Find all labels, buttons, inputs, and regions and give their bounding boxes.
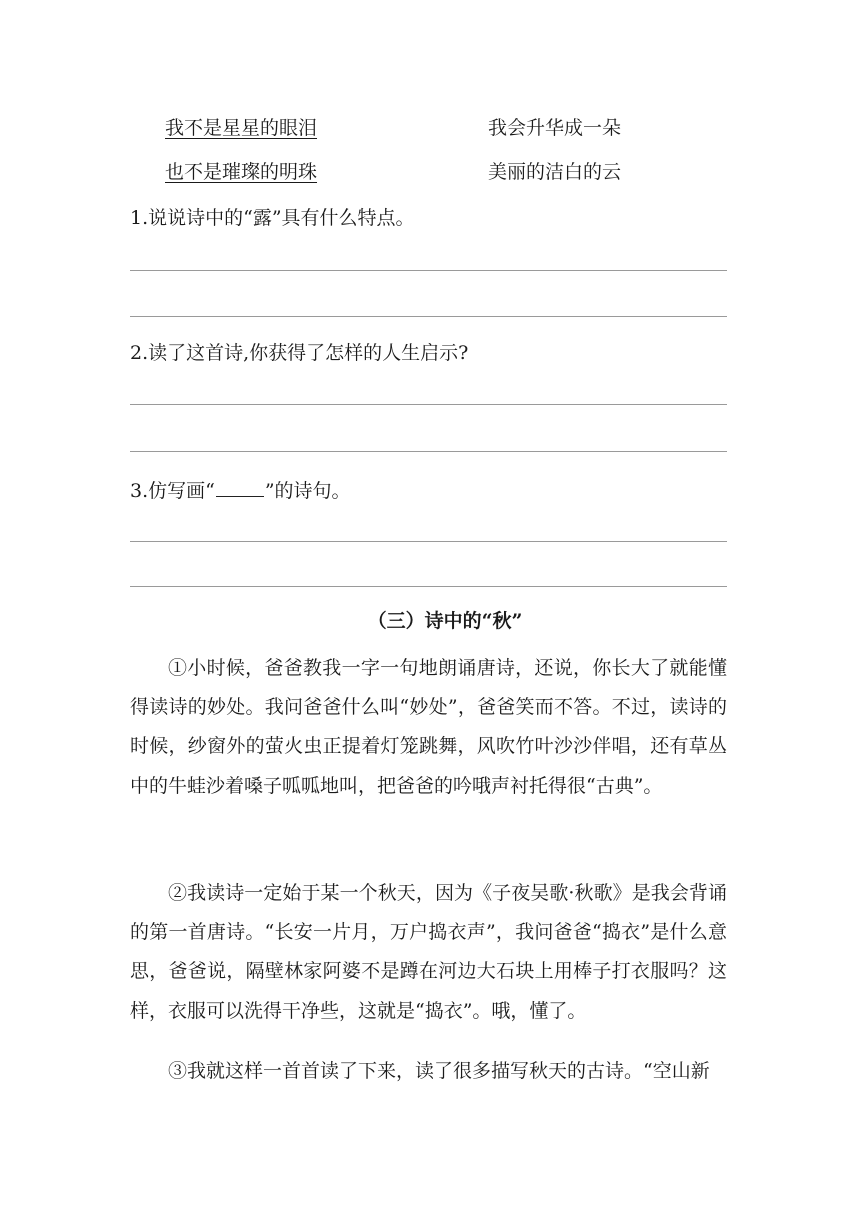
answer-line[interactable] <box>130 541 727 542</box>
poem-line: 我会升华成一朵 <box>488 117 622 139</box>
question-3-prefix: 3.仿写画“ <box>130 480 215 502</box>
poem-line-underlined: 我不是星星的眼泪 <box>165 117 318 139</box>
answer-line[interactable] <box>130 404 727 405</box>
question-3 <box>130 478 351 503</box>
answer-line[interactable] <box>130 270 727 271</box>
paragraph-2: ②我读诗一定始于某一个秋天，因为《子夜吴歌·秋歌》是我会背诵的第一首唐诗。“长安一片月，万户捣衣声”，我问爸爸“捣衣”是什么意思，爸爸说，隔壁林家阿婆不是蹲在河边大石块上用棒子打衣服吗？这样，衣服可以洗得干净些，这就是“捣衣”。哦，懂了。 <box>130 882 727 1022</box>
poem-line: 美丽的洁白的云 <box>488 161 622 183</box>
answer-line[interactable] <box>130 451 727 452</box>
answer-line[interactable] <box>130 586 727 587</box>
answer-line[interactable] <box>130 316 727 317</box>
poem-line-underlined: 也不是璀璨的明珠 <box>165 161 318 183</box>
blank-underline <box>216 478 264 497</box>
question-3-suffix: ”的诗句。 <box>264 480 351 502</box>
paragraph-1: ①小时候，爸爸教我一字一句地朗诵唐诗，还说，你长大了就能懂得读诗的妙处。我问爸爸什么叫“妙处”，爸爸笑而不答。不过，读诗的时候，纱窗外的萤火虫正提着灯笼跳舞，风吹竹叶沙沙伴唱，还有草丛中的牛蛙沙着嗓子呱呱地叫，把爸爸的吟哦声衬托得很“古典”。 <box>130 657 727 797</box>
paragraph-3: ③我就这样一首首读了下来，读了很多描写秋天的古诗。“空山新 <box>168 1060 710 1082</box>
question-1: 1.说说诗中的“露”具有什么特点。 <box>130 207 415 229</box>
section-title: （三）诗中的“秋” <box>367 610 523 632</box>
question-2: 2.读了这首诗,你获得了怎样的人生启示? <box>130 342 469 364</box>
